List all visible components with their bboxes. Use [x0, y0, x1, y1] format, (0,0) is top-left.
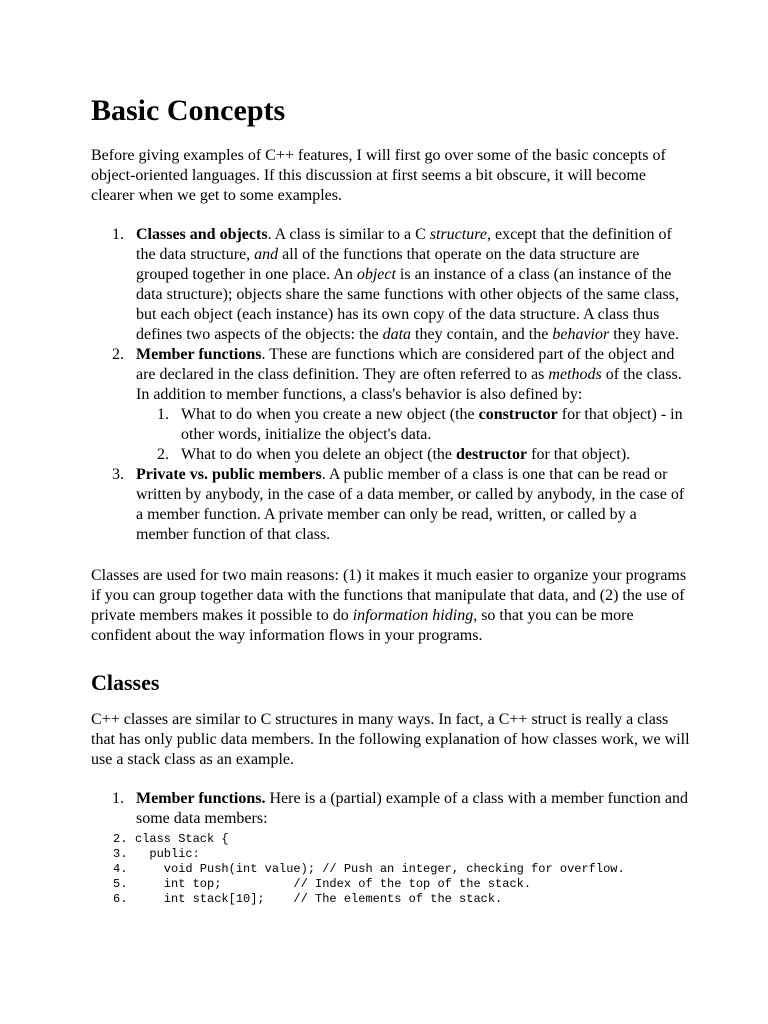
list-number: 1.: [112, 226, 124, 243]
text: What to do when you delete an object (the: [181, 446, 457, 463]
text: all of the functions that operate on the data structure are grouped together in one place. An: [136, 246, 640, 283]
code-block: [113, 832, 691, 907]
emphasis: information hiding: [352, 607, 474, 624]
emphasis: data: [382, 326, 412, 343]
sub-list: [136, 405, 691, 465]
list-number: 1.: [157, 406, 169, 423]
list-item: [91, 345, 691, 465]
text: of the class. In addition to member functions, a class's behavior is also defined by:: [136, 366, 682, 403]
list-number: 2.: [157, 446, 169, 463]
text: . A class is similar to a C: [267, 226, 430, 243]
code-line: [113, 847, 691, 862]
list-item: [91, 225, 691, 345]
code-text: int top; // Index of the top of the stack.: [135, 877, 532, 891]
list-number: 3.: [112, 466, 124, 483]
classes-list: [91, 789, 691, 829]
code-line: [113, 862, 691, 877]
list-item: [136, 445, 691, 465]
term: Member functions: [136, 346, 262, 363]
code-text: class Stack {: [135, 832, 229, 846]
page-title: Basic Concepts: [91, 94, 286, 127]
line-number: 5.: [113, 877, 128, 891]
text: they have.: [609, 326, 679, 343]
text: What to do when you create a new object (the: [181, 406, 479, 423]
text: Classes are used for two main reasons: (1) it makes it much easier to organize your programs if you can group together data with the functions that manipulate that data, and (2) the use of private members makes it possible to do: [91, 567, 687, 624]
text: Here is a (partial) example of a class with a member function and some data members:: [136, 790, 688, 827]
classes-intro-paragraph: C++ classes are similar to C structures in many ways. In fact, a C++ struct is really a class that has only public data members. In the following explanation of how classes work, we will use a stack class as an example.: [91, 711, 690, 768]
code-text: int stack[10]; // The elements of the stack.: [135, 892, 503, 906]
text: they contain, and the: [411, 326, 553, 343]
list-number: 2.: [112, 346, 124, 363]
line-number: 3.: [113, 847, 128, 861]
emphasis: and: [254, 246, 279, 263]
text: for that object) - in other words, initialize the object's data.: [181, 406, 683, 443]
reasons-paragraph: [91, 566, 691, 646]
text: . These are functions which are considered part of the object and are declared in the class definition. They are often referred to as: [136, 346, 675, 383]
term: Classes and objects: [136, 226, 268, 243]
text: is an instance of a class (an instance of the data structure); objects share the same functions with other objects of the same class, but each object (each instance) has its own copy of the data structure. A class thus defines two aspects of the objects: the: [136, 266, 679, 343]
term: Member functions.: [136, 790, 266, 807]
code-line: [113, 832, 691, 847]
list-item: [91, 789, 691, 829]
term: constructor: [478, 406, 558, 423]
list-item: [136, 405, 691, 445]
emphasis: methods: [548, 366, 602, 383]
term: Private vs. public members: [136, 466, 322, 483]
code-text: void Push(int value); // Push an integer, checking for overflow.: [135, 862, 625, 876]
section-heading: Classes: [91, 670, 160, 695]
intro-paragraph: Before giving examples of C++ features, I will first go over some of the basic concepts of object-oriented languages. If this discussion at first seems a bit obscure, it will become clearer when we get to some examples.: [91, 147, 666, 204]
text: for that object).: [527, 446, 631, 463]
list-item: [91, 465, 691, 545]
code-line: [113, 877, 691, 892]
emphasis: structure: [429, 226, 487, 243]
line-number: 6.: [113, 892, 128, 906]
emphasis: behavior: [552, 326, 610, 343]
line-number: 4.: [113, 862, 128, 876]
list-number: 1.: [112, 790, 124, 807]
code-line: [113, 892, 691, 907]
term: destructor: [456, 446, 528, 463]
document-page: [91, 92, 691, 907]
concepts-list: [91, 225, 691, 545]
emphasis: object: [356, 266, 396, 283]
line-number: 2.: [113, 832, 128, 846]
text: , so that you can be more confident about the way information flows in your programs.: [91, 607, 634, 644]
text: . A public member of a class is one that can be read or written by anybody, in the case of a data member, or called by anybody, in the case of a member function. A private member can only be read, written, or called by a member function of that class.: [136, 466, 685, 543]
text: , except that the definition of the data structure,: [136, 226, 672, 263]
code-text: public:: [135, 847, 200, 861]
